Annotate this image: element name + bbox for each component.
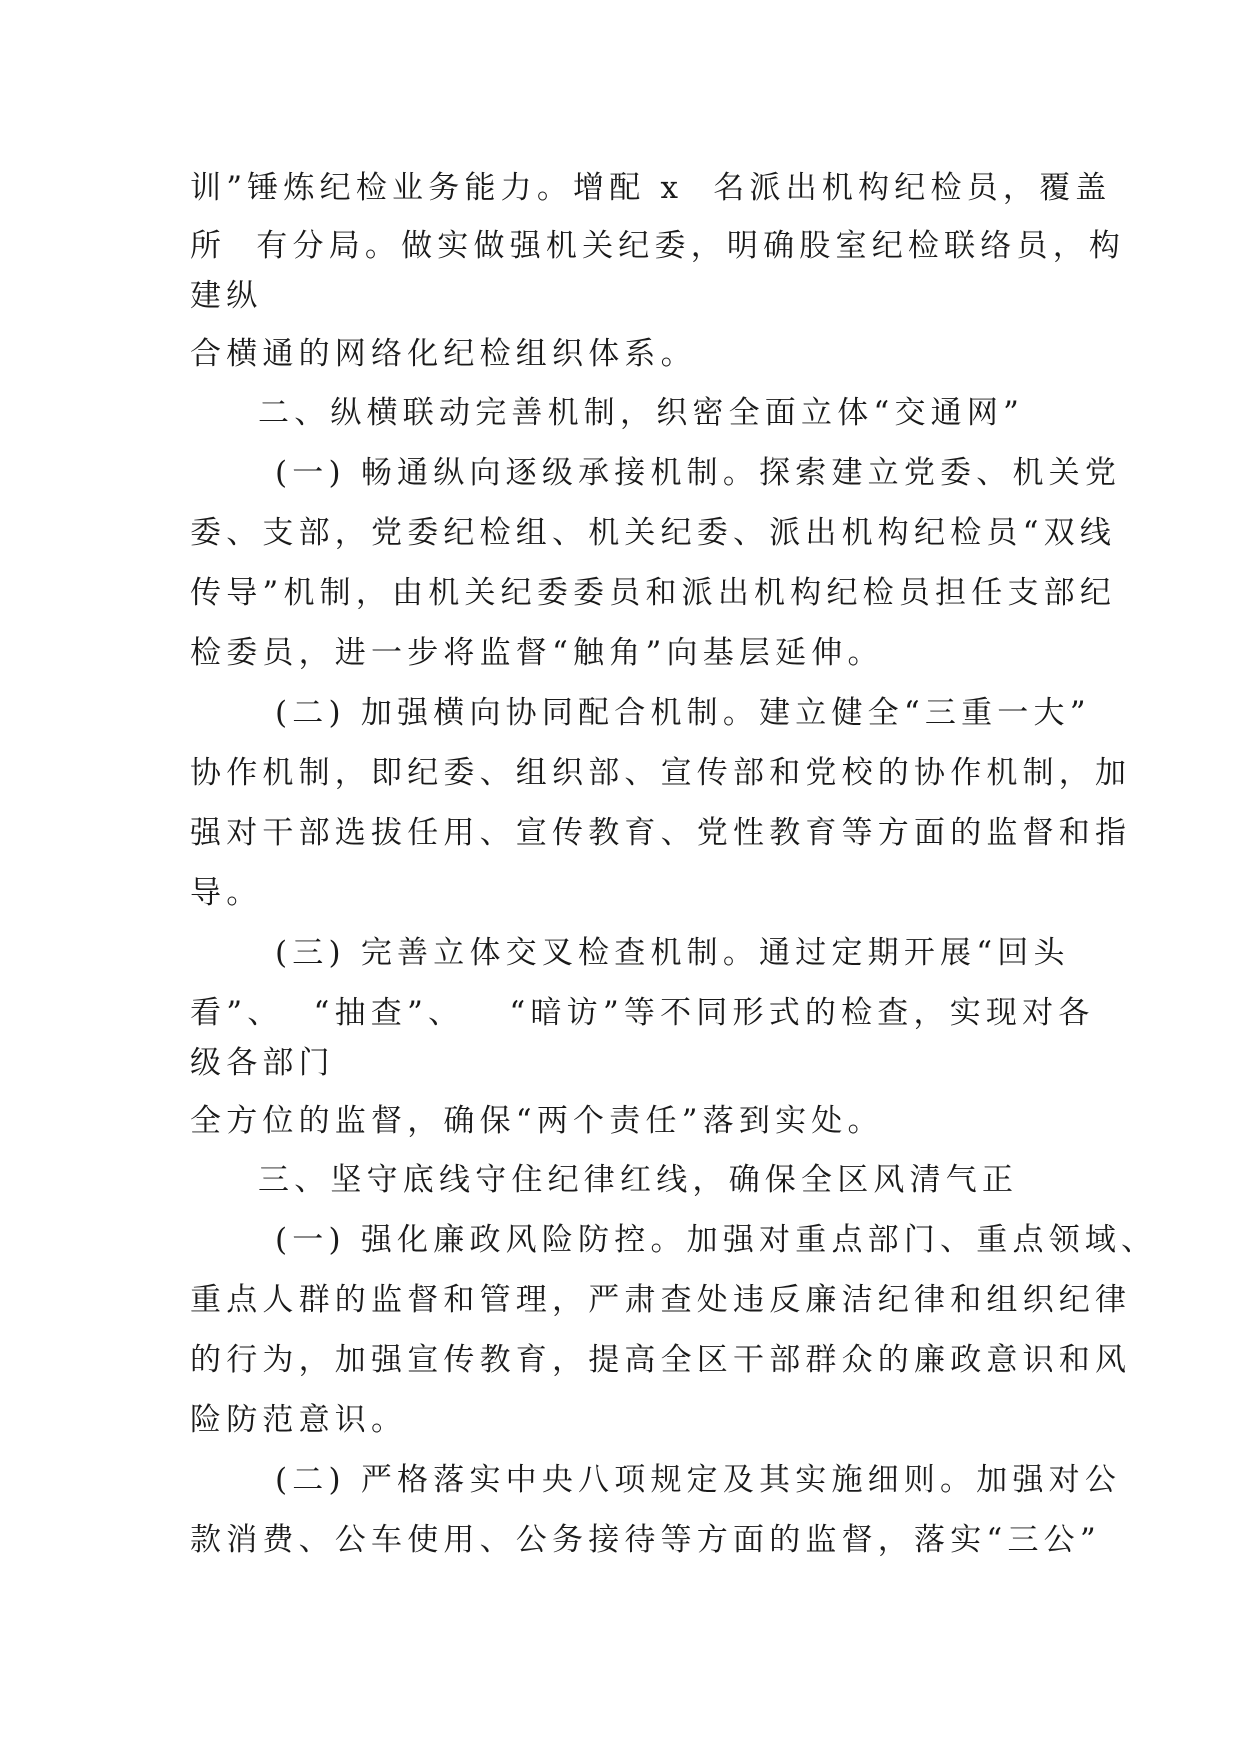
body-text-line: 的行为，加强宣传教育，提高全区干部群众的廉政意识和风 — [190, 1342, 1132, 1378]
subsection-first-line: (一) 强化廉政风险防控。加强对重点部门、重点领域、 — [275, 1222, 1158, 1258]
body-text-line: 建纵 — [190, 278, 263, 314]
body-text-line: 款消费、公车使用、公务接待等方面的监督，落实“三公” — [190, 1522, 1101, 1558]
subsection-first-line: (二) 加强横向协同配合机制。建立健全“三重一大” — [275, 695, 1091, 731]
body-text-line: 检委员，进一步将监督“触角”向基层延伸。 — [190, 635, 884, 671]
body-text-line: 所 有分局。做实做强机关纪委，明确股室纪检联络员，构 — [190, 228, 1126, 264]
body-text-line: 强对干部选拔任用、宣传教育、党性教育等方面的监督和指 — [190, 815, 1132, 851]
body-text-line: 导。 — [190, 875, 263, 911]
body-text-line: 险防范意识。 — [190, 1402, 408, 1438]
body-text-line: 训”锤炼纪检业务能力。增配 x 名派出机构纪检员，覆盖 — [190, 170, 1112, 206]
body-text-line: 合横通的网络化纪检组织体系。 — [190, 336, 697, 372]
body-text-line: 协作机制，即纪委、组织部、宣传部和党校的协作机制，加 — [190, 755, 1132, 791]
section-heading: 三、坚守底线守住纪律红线，确保全区风清气正 — [258, 1162, 1019, 1198]
subsection-first-line: (三) 完善立体交叉检查机制。通过定期开展“回头 — [275, 935, 1070, 971]
subsection-first-line: (二) 严格落实中央八项规定及其实施细则。加强对公 — [275, 1462, 1122, 1498]
body-text-line: 委、支部，党委纪检组、机关纪委、派出机构纪检员“双线 — [190, 515, 1117, 551]
body-text-line: 重点人群的监督和管理，严肃查处违反廉洁纪律和组织纪律 — [190, 1282, 1132, 1318]
body-text-line: 传导”机制，由机关纪委委员和派出机构纪检员担任支部纪 — [190, 575, 1117, 611]
body-text-line: 看”、 “抽查”、 “暗访”等不同形式的检查，实现对各 — [190, 995, 1095, 1031]
body-text-line: 全方位的监督，确保“两个责任”落到实处。 — [190, 1103, 884, 1139]
section-heading: 二、纵横联动完善机制，织密全面立体“交通网” — [258, 395, 1025, 431]
subsection-first-line: (一) 畅通纵向逐级承接机制。探索建立党委、机关党 — [275, 455, 1122, 491]
body-text-line: 级各部门 — [190, 1045, 335, 1081]
